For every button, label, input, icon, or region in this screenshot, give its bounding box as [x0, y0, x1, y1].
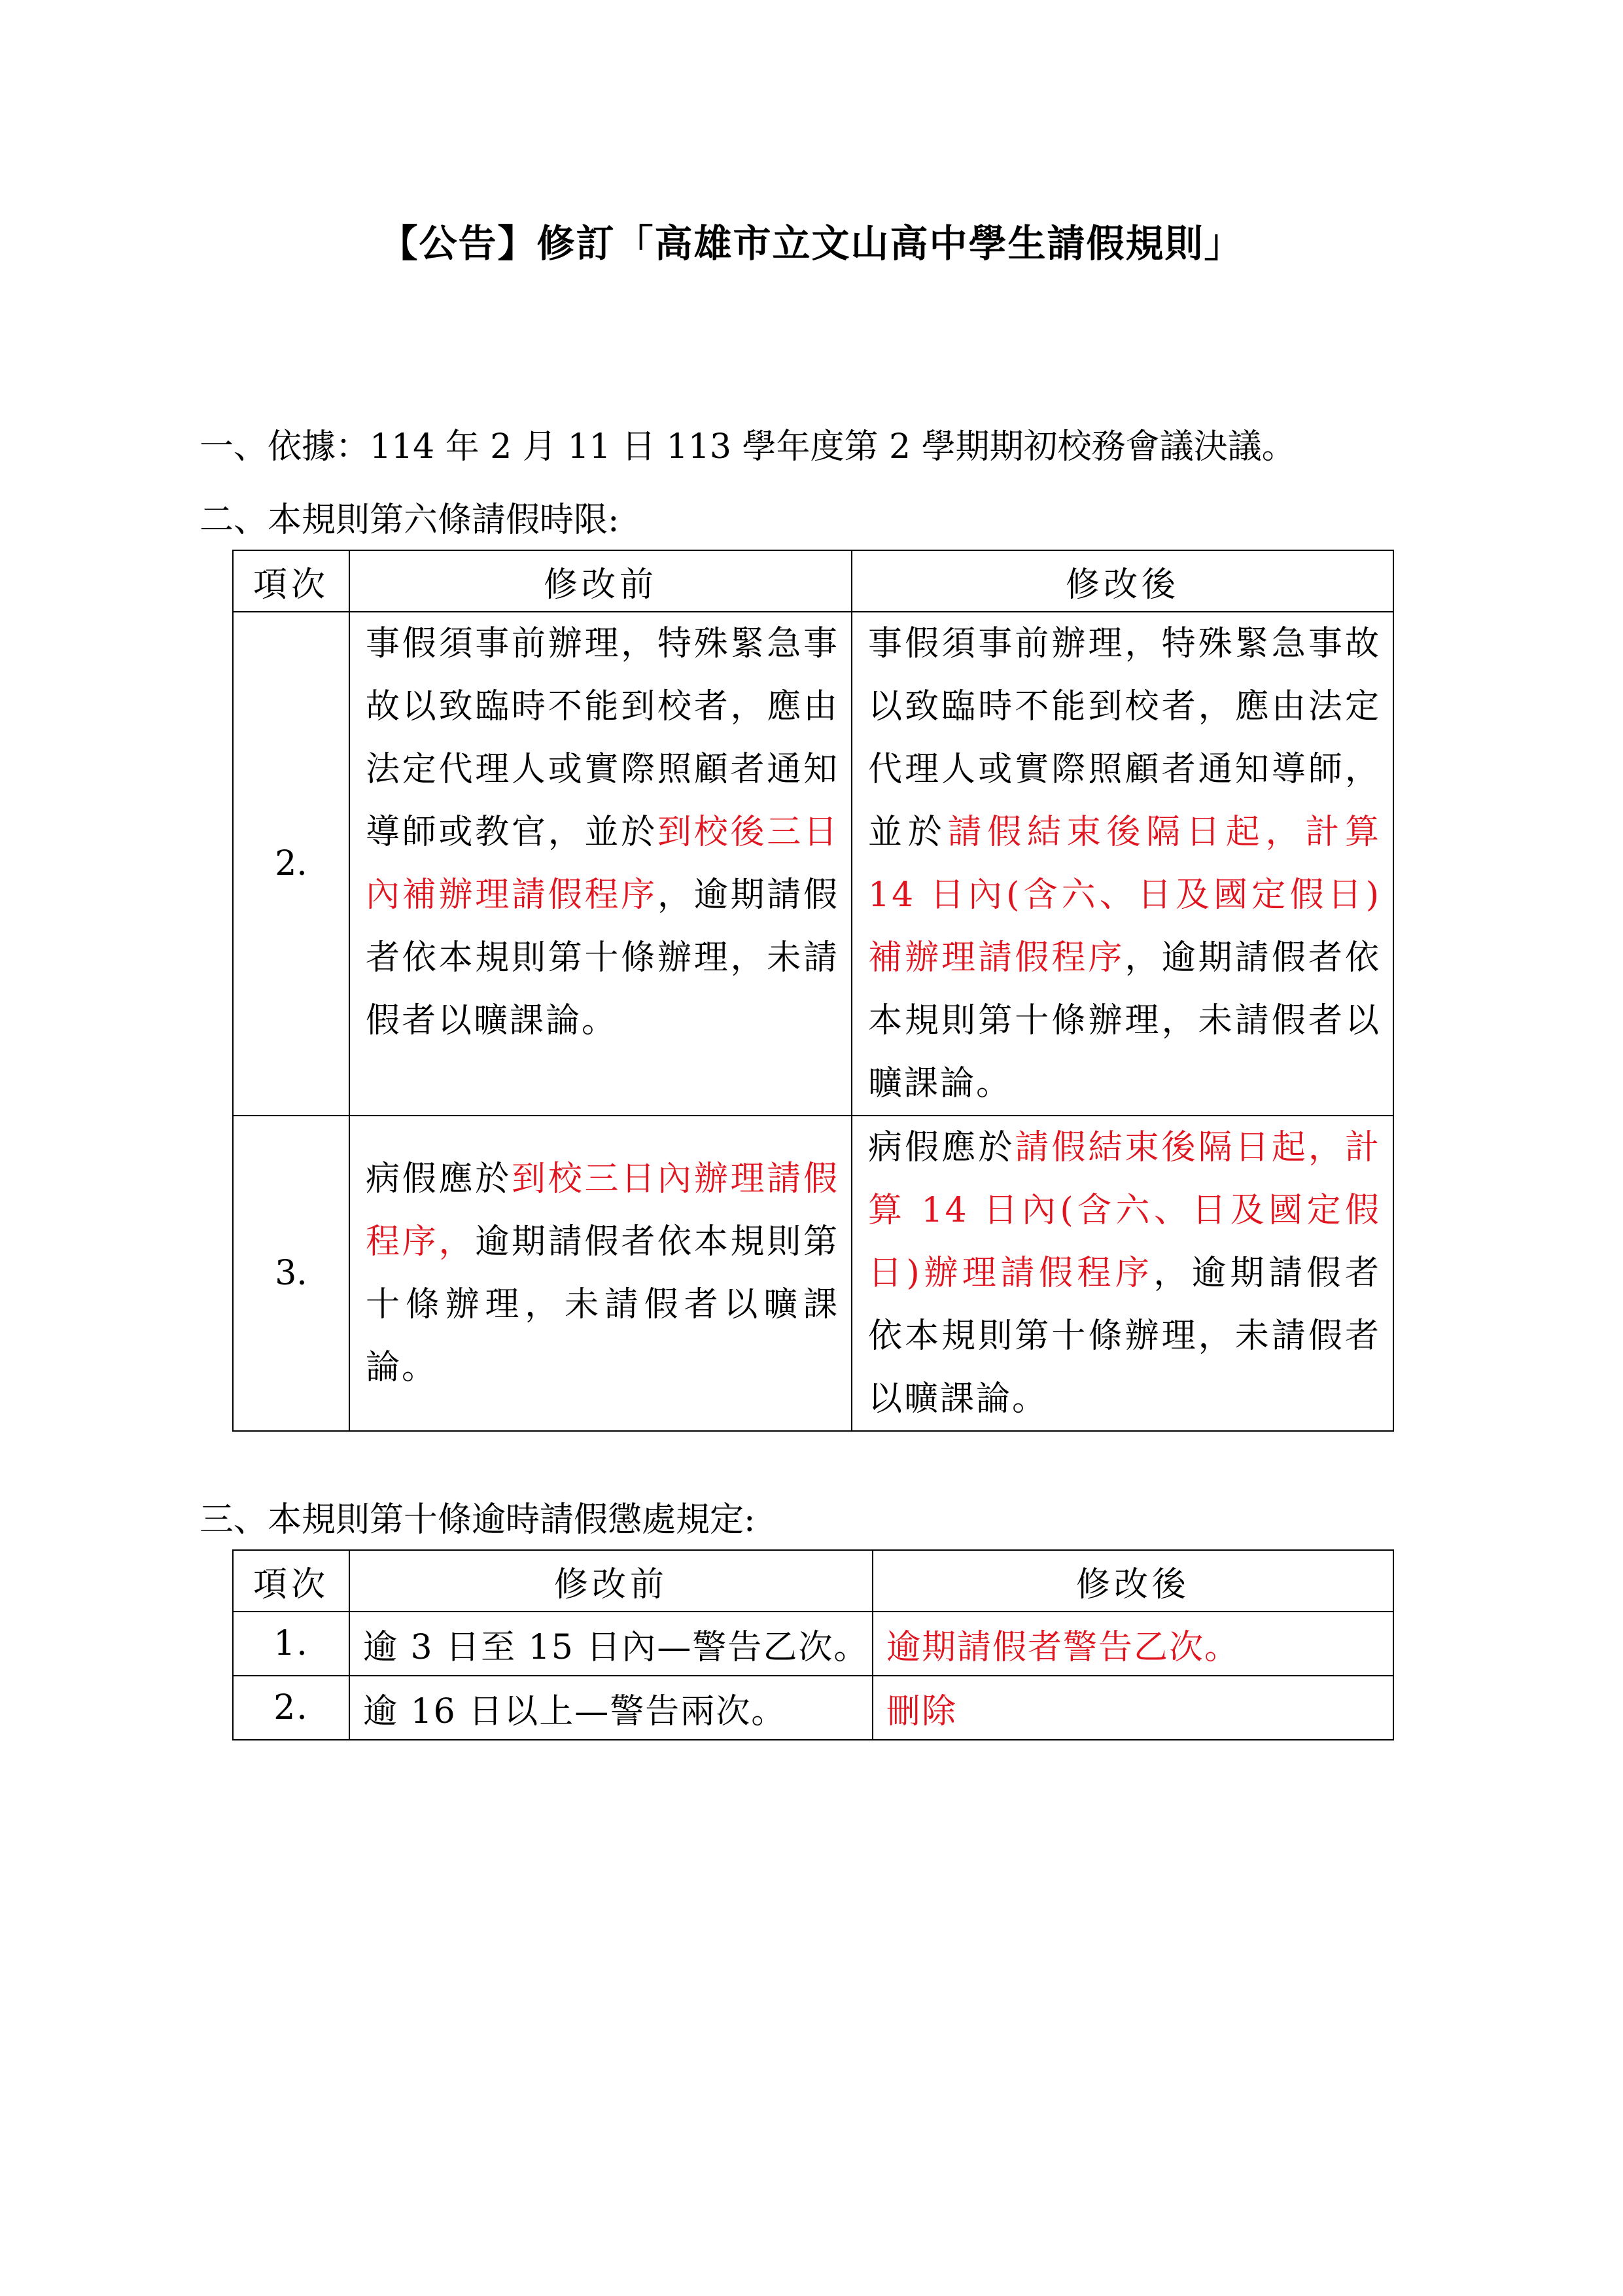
table-row [233, 1116, 1393, 1431]
table-row [233, 612, 1393, 1116]
after-cell [852, 612, 1393, 1116]
header-before: 修改前 [349, 1550, 873, 1612]
header-after: 修改後 [852, 550, 1393, 612]
after-cell: 刪除 [873, 1676, 1393, 1740]
table-row [233, 1676, 1393, 1740]
before-cell: 逾 16 日以上—警告兩次。 [349, 1676, 873, 1740]
cell-text: ，逾期請假者依本規則第十條辦理，未請假者以曠課論。 [868, 938, 1381, 1103]
cell-text: ，逾期請假者依本規則第十條辦理，未請假者以曠課論。 [868, 1254, 1381, 1419]
cell-text: 事假須事前辦理，特殊緊急事故以致臨時不能到校者，應由法定代理人或實際照顧者通知導師或教官，並於 [366, 624, 839, 852]
header-item: 項次 [233, 550, 349, 612]
highlighted-text: 到校後三日內補辦理請假程序 [366, 813, 839, 915]
cell-text: 病假應於 [366, 1159, 512, 1199]
highlighted-text: 到校三日內辦理請假程序， [366, 1159, 839, 1262]
after-cell: 逾期請假者警告乙次。 [873, 1612, 1393, 1676]
basis-text: 一、依據：114 年 2 月 11 日 113 學年度第 2 學期期初校務會議決議。 [200, 427, 1296, 467]
cell-text: ，逾期請假者依本規則第十條辦理，未請假者以曠課論。 [366, 875, 839, 1040]
section2-heading: 二、本規則第六條請假時限: [200, 501, 620, 540]
table-header-row [233, 550, 1393, 612]
table-row [233, 1612, 1393, 1676]
before-cell [349, 612, 852, 1116]
before-cell: 逾 3 日至 15 日內—警告乙次。 [349, 1612, 873, 1676]
row-item-number: 3. [233, 1116, 349, 1431]
row-item-number: 1. [233, 1612, 349, 1676]
before-cell [349, 1116, 852, 1431]
section3-heading: 三、本規則第十條逾時請假懲處規定: [200, 1500, 756, 1540]
highlighted-text: 請假結束後隔日起，計算 14 日內(含六、日及國定假日)補辦理請假程序 [868, 813, 1381, 978]
header-after: 修改後 [873, 1550, 1393, 1612]
page-title: 【公告】修訂「高雄市立文山高中學生請假規則」 [379, 221, 1244, 266]
header-item: 項次 [233, 1550, 349, 1612]
cell-text: 病假應於 [868, 1128, 1015, 1167]
section2-table [232, 550, 1394, 1432]
after-cell [852, 1116, 1393, 1431]
highlighted-text: 請假結束後隔日起，計算 14 日內(含六、日及國定假日)辦理請假程序 [868, 1128, 1381, 1293]
row-item-number: 2. [233, 612, 349, 1116]
cell-text: 事假須事前辦理，特殊緊急事故以致臨時不能到校者，應由法定代理人或實際照顧者通知導師，並於 [868, 624, 1381, 852]
cell-text: 逾期請假者依本規則第十條辦理，未請假者以曠課論。 [366, 1222, 839, 1387]
header-before: 修改前 [349, 550, 852, 612]
section3-table [232, 1549, 1394, 1740]
table-header-row [233, 1550, 1393, 1612]
row-item-number: 2. [233, 1676, 349, 1740]
